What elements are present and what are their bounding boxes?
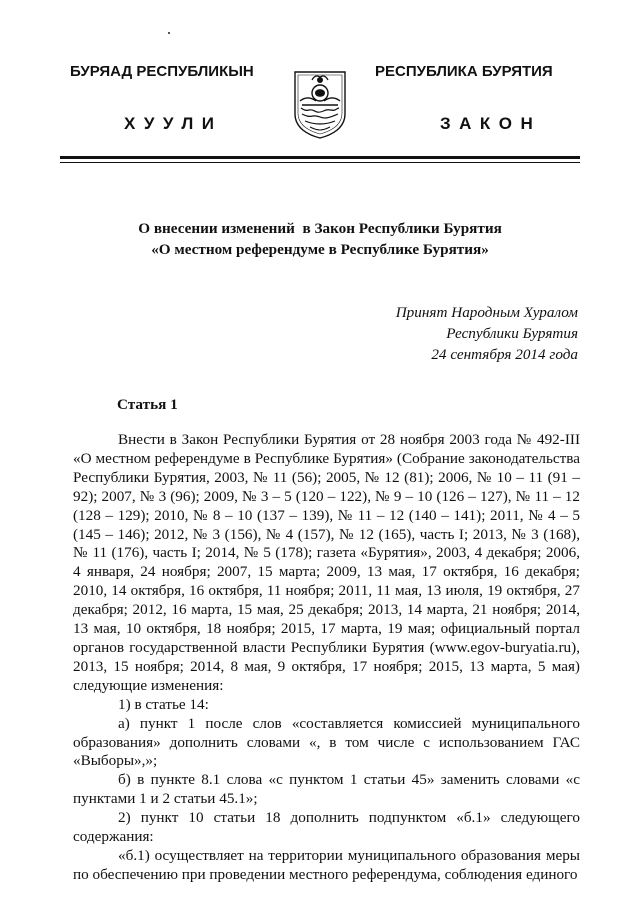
document-title-line-1: О внесении изменений в Закон Республики Бурятия xyxy=(138,220,502,237)
document-title xyxy=(60,218,580,260)
article-body xyxy=(73,431,580,885)
scan-mark xyxy=(168,32,170,34)
header-left-word: ХУУЛИ xyxy=(124,114,223,133)
header-rule-thick xyxy=(60,156,580,159)
article-paragraph: 2) пункт 10 статьи 18 дополнить подпунктом «б.1» следующего содержания: xyxy=(73,809,580,846)
article-paragraph: а) пункт 1 после слов «составляется комиссией муниципального образования» дополнить словами «, в том числе с использованием ГАС «Выборы»,»; xyxy=(73,714,580,770)
document-title-line-2: «О местном референдуме в Республике Бурятия» xyxy=(151,241,489,258)
article-paragraph: Внести в Закон Республики Бурятия от 28 ноября 2003 года № 492-III «О местном референдуме в Республике Бурятия» (Собрание законодательства Республики Бурятия, 2003, № 11 (56); 2005, № 12 (81); 2006, № 10 – 11 (91 – 92); 2007, № 3 (96); 2009, № 3 – 5 (120 – 122), № 9 – 10 (126 – 127), № 11 – 12 (128 – 129); 2010, № 8 – 10 (137 – 139), № 11 – 12 (140 – 141); 2011, № 4 – 5 (145 – 146); 2012, № 3 (156), № 4 (157), № 12 (165), часть I; 2013, № 3 (168), № 11 (176), часть I; 2014, № 5 (178); газета «Бурятия», 2003, 4 декабря; 2006, 4 января, 24 ноября; 2007, 15 марта; 2009, 13 мая, 17 октября, 16 декабря; 2010, 14 октября, 16 октября, 11 ноября; 2011, 11 мая, 13 июля, 19 октября, 27 декабря; 2012, 16 марта, 15 мая, 25 декабря; 2013, 14 марта, 21 ноября; 2014, 13 мая, 10 октября, 18 ноября; 2015, 17 марта, 19 мая; официальный портал органов государственной власти Республики Бурятия (www.egov-buryatia.ru), 2013, 15 ноября; 2014, 8 мая, 9 октября, 17 ноября; 2015, 13 марта, 5 мая) следующие изменения: xyxy=(73,431,580,694)
buryatia-coat-of-arms-icon xyxy=(292,68,348,140)
adoption-line-2: Республики Бурятия xyxy=(446,325,578,342)
header-right-title: РЕСПУБЛИКА БУРЯТИЯ xyxy=(375,63,553,80)
article-heading: Статья 1 xyxy=(117,396,178,413)
article-paragraph: 1) в статье 14: xyxy=(118,695,209,713)
article-paragraph: б) в пункте 8.1 слова «с пунктом 1 статьи 45» заменить словами «с пунктами 1 и 2 статьи 45.1»; xyxy=(73,771,580,808)
adoption-note xyxy=(340,302,578,365)
header-right-word: ЗАКОН xyxy=(440,114,542,133)
header-rule-thin xyxy=(60,162,580,163)
adoption-line-1: Принят Народным Хуралом xyxy=(395,304,578,321)
adoption-line-3: 24 сентября 2014 года xyxy=(431,346,578,363)
header-left-title: БУРЯАД РЕСПУБЛИКЫН xyxy=(70,63,254,80)
article-paragraph: «б.1) осуществляет на территории муниципального образования меры по обеспечению при проведении местного референдума, соблюдения единого xyxy=(73,846,580,883)
